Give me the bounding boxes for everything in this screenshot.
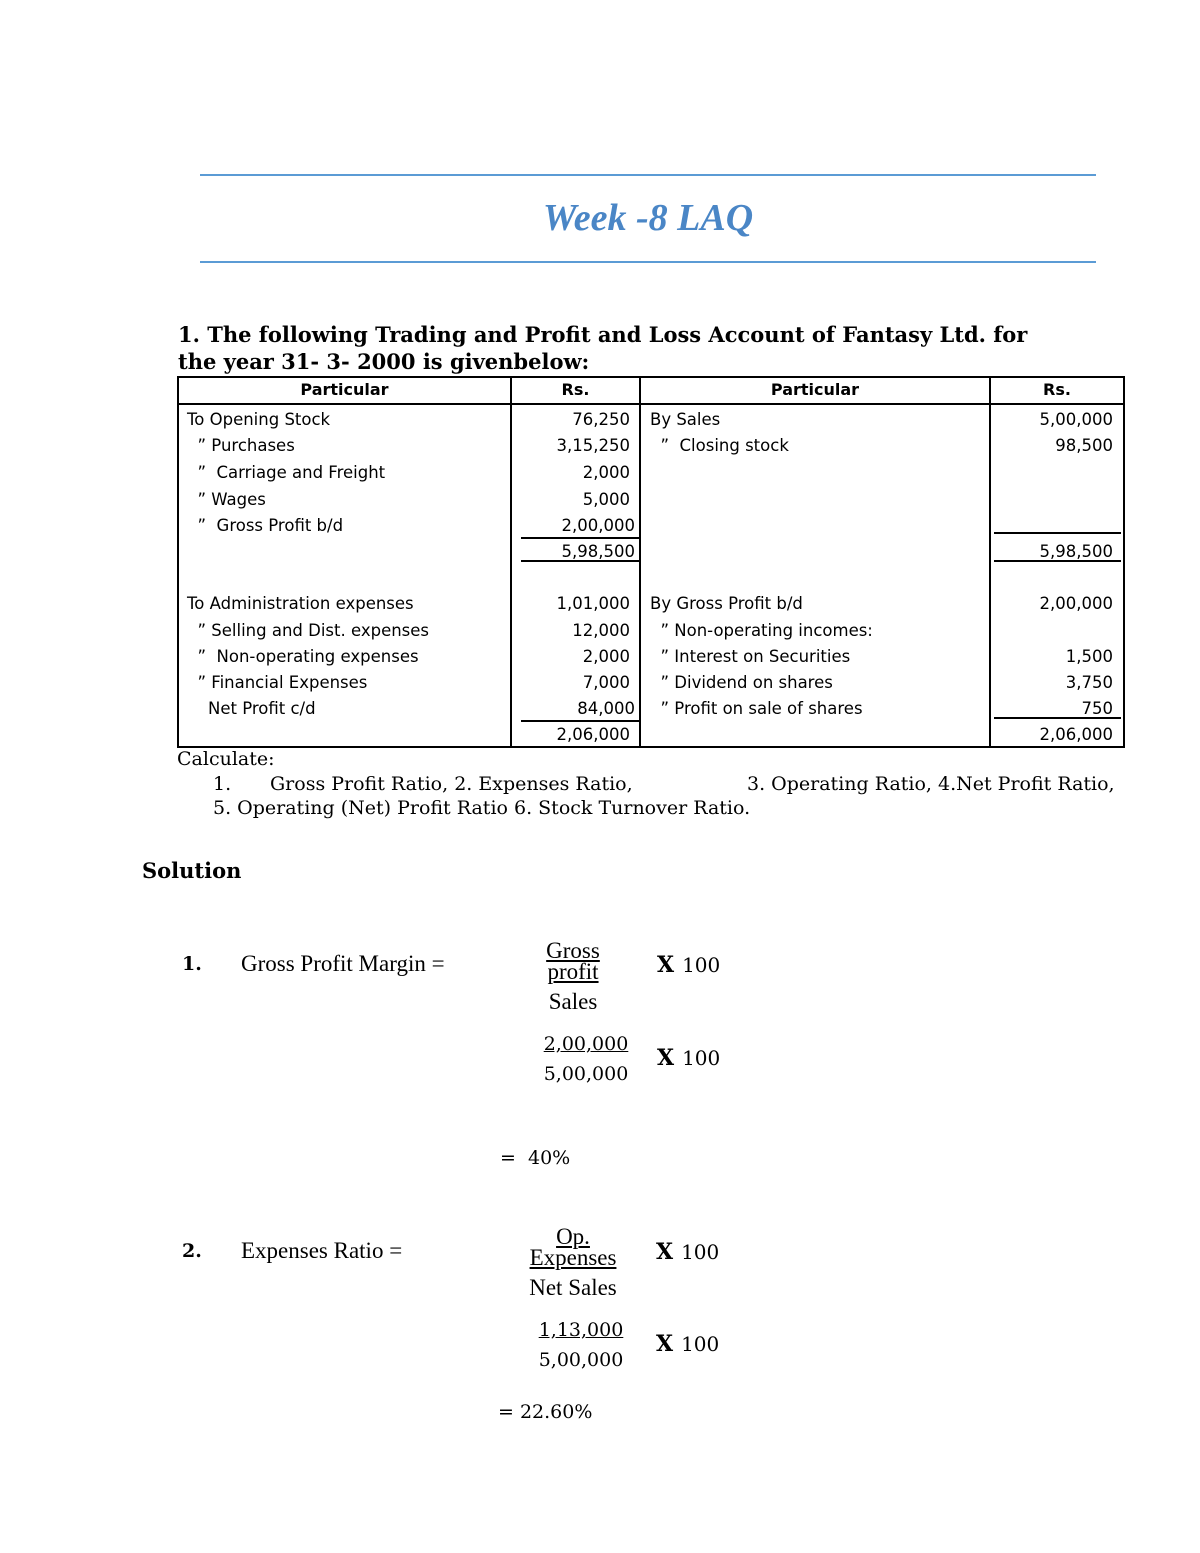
- header-particular-left: Particular: [300, 380, 389, 399]
- trading-left-amount: 5,000: [582, 490, 630, 509]
- value-numerator: 1,13,000: [538, 1319, 624, 1341]
- pl-right-particular: ” Profit on sale of shares: [650, 699, 863, 718]
- pl-right-amount: 750: [1081, 699, 1113, 718]
- expenses-ratio-formula: [513, 1226, 633, 1298]
- trading-left-amount: 3,15,250: [556, 436, 630, 455]
- pl-total-right: 2,06,000: [1039, 725, 1113, 744]
- value-fraction: [526, 1319, 636, 1371]
- times-hundred: [657, 1045, 720, 1071]
- trading-left-particular: ” Wages: [187, 490, 266, 509]
- title-rule-top: [200, 174, 1096, 176]
- trading-right-amount: 5,00,000: [1039, 410, 1113, 429]
- gross-profit-formula: [528, 940, 618, 1012]
- title-rule-bottom: [200, 261, 1096, 263]
- hundred-value: 100: [682, 1046, 721, 1070]
- times-sign: X: [656, 1239, 674, 1265]
- value-fraction: [526, 1033, 646, 1085]
- pl-left-amount: 84,000: [577, 699, 635, 718]
- account-table: [177, 376, 1125, 748]
- underline: [521, 720, 639, 722]
- calculate-line-1a: Gross Profit Ratio, 2. Expenses Ratio,: [270, 773, 633, 795]
- col-divider-2: [639, 378, 641, 746]
- trading-right-particular: By Sales: [650, 410, 721, 429]
- calculate-heading: Calculate:: [177, 748, 275, 770]
- solution-item-number: 1.: [182, 953, 202, 975]
- question-text: [178, 321, 1027, 375]
- calculate-line-1b: 3. Operating Ratio, 4.Net Profit Ratio,: [747, 773, 1115, 795]
- calculate-item-number: 1.: [213, 773, 232, 795]
- pl-right-particular: ” Non-operating incomes:: [650, 621, 873, 640]
- header-rs-right: Rs.: [1043, 380, 1071, 399]
- pl-left-amount: 1,01,000: [556, 594, 630, 613]
- times-sign: X: [656, 1331, 674, 1357]
- pl-total-left: 2,06,000: [556, 725, 630, 744]
- question-line-1: 1. The following Trading and Profit and Loss Account of Fantasy Ltd. for: [178, 322, 1028, 347]
- header-particular-right: Particular: [770, 380, 860, 399]
- formula-numerator-line-1: Gross: [546, 938, 600, 963]
- times-hundred: [657, 952, 720, 978]
- col-divider-1: [510, 378, 512, 746]
- trading-left-particular: To Opening Stock: [187, 410, 331, 429]
- trading-left-amount: 2,00,000: [561, 516, 635, 535]
- underline: [994, 532, 1121, 534]
- underline: [994, 717, 1121, 719]
- underline: [521, 537, 639, 539]
- hundred-value: 100: [681, 1240, 720, 1264]
- header-rs-left: Rs.: [561, 380, 590, 399]
- trading-left-amount: 76,250: [572, 410, 630, 429]
- underline: [994, 560, 1121, 562]
- pl-left-particular: ” Financial Expenses: [187, 673, 368, 692]
- times-hundred: [656, 1239, 719, 1265]
- times-sign: X: [657, 952, 675, 978]
- trading-right-particular: ” Closing stock: [650, 436, 789, 455]
- value-denominator: 5,00,000: [538, 1349, 624, 1371]
- formula-numerator-line-1: Op.: [556, 1224, 590, 1249]
- value-numerator: 2,00,000: [543, 1033, 629, 1055]
- formula-denominator: Sales: [548, 989, 598, 1014]
- trading-left-amount: 2,000: [582, 463, 630, 482]
- pl-left-amount: 2,000: [582, 647, 630, 666]
- times-hundred: [656, 1331, 719, 1357]
- expenses-ratio-result: = 22.60%: [498, 1401, 593, 1423]
- times-sign: X: [657, 1045, 675, 1071]
- trading-total-left: 5,98,500: [561, 542, 635, 561]
- pl-right-particular: By Gross Profit b/d: [650, 594, 803, 613]
- pl-right-amount: 1,500: [1065, 647, 1113, 666]
- pl-right-amount: 2,00,000: [1039, 594, 1113, 613]
- header-divider: [179, 403, 1123, 405]
- trading-right-amount: 98,500: [1055, 436, 1113, 455]
- pl-left-amount: 12,000: [572, 621, 630, 640]
- pl-left-particular: ” Non-operating expenses: [187, 647, 419, 666]
- page-title: Week -8 LAQ: [542, 197, 754, 239]
- formula-denominator: Net Sales: [529, 1275, 617, 1300]
- trading-left-particular: ” Carriage and Freight: [187, 463, 386, 482]
- calculate-line-2: 5. Operating (Net) Profit Ratio 6. Stock Turnover Ratio.: [213, 797, 751, 819]
- value-denominator: 5,00,000: [543, 1063, 629, 1085]
- underline: [521, 560, 639, 562]
- trading-total-right: 5,98,500: [1039, 542, 1113, 561]
- pl-left-amount: 7,000: [582, 673, 630, 692]
- pl-right-particular: ” Dividend on shares: [650, 673, 833, 692]
- solution-item-number: 2.: [182, 1240, 202, 1262]
- formula-numerator-line-2: Expenses: [529, 1245, 617, 1270]
- pl-left-particular: To Administration expenses: [187, 594, 414, 613]
- question-line-2: the year 31- 3- 2000 is givenbelow:: [178, 349, 590, 374]
- pl-right-amount: 3,750: [1065, 673, 1113, 692]
- pl-right-particular: ” Interest on Securities: [650, 647, 851, 666]
- solution-heading: Solution: [142, 858, 242, 883]
- col-divider-3: [989, 378, 991, 746]
- pl-left-particular: ” Selling and Dist. expenses: [187, 621, 430, 640]
- formula-numerator-line-2: profit: [547, 959, 599, 984]
- trading-left-particular: ” Purchases: [187, 436, 295, 455]
- gross-profit-result: = 40%: [500, 1147, 571, 1169]
- gross-profit-margin-label: Gross Profit Margin =: [241, 951, 445, 976]
- trading-left-particular: ” Gross Profit b/d: [187, 516, 344, 535]
- hundred-value: 100: [682, 953, 721, 977]
- hundred-value: 100: [681, 1332, 720, 1356]
- expenses-ratio-label: Expenses Ratio =: [241, 1238, 403, 1263]
- pl-left-particular: Net Profit c/d: [187, 699, 316, 718]
